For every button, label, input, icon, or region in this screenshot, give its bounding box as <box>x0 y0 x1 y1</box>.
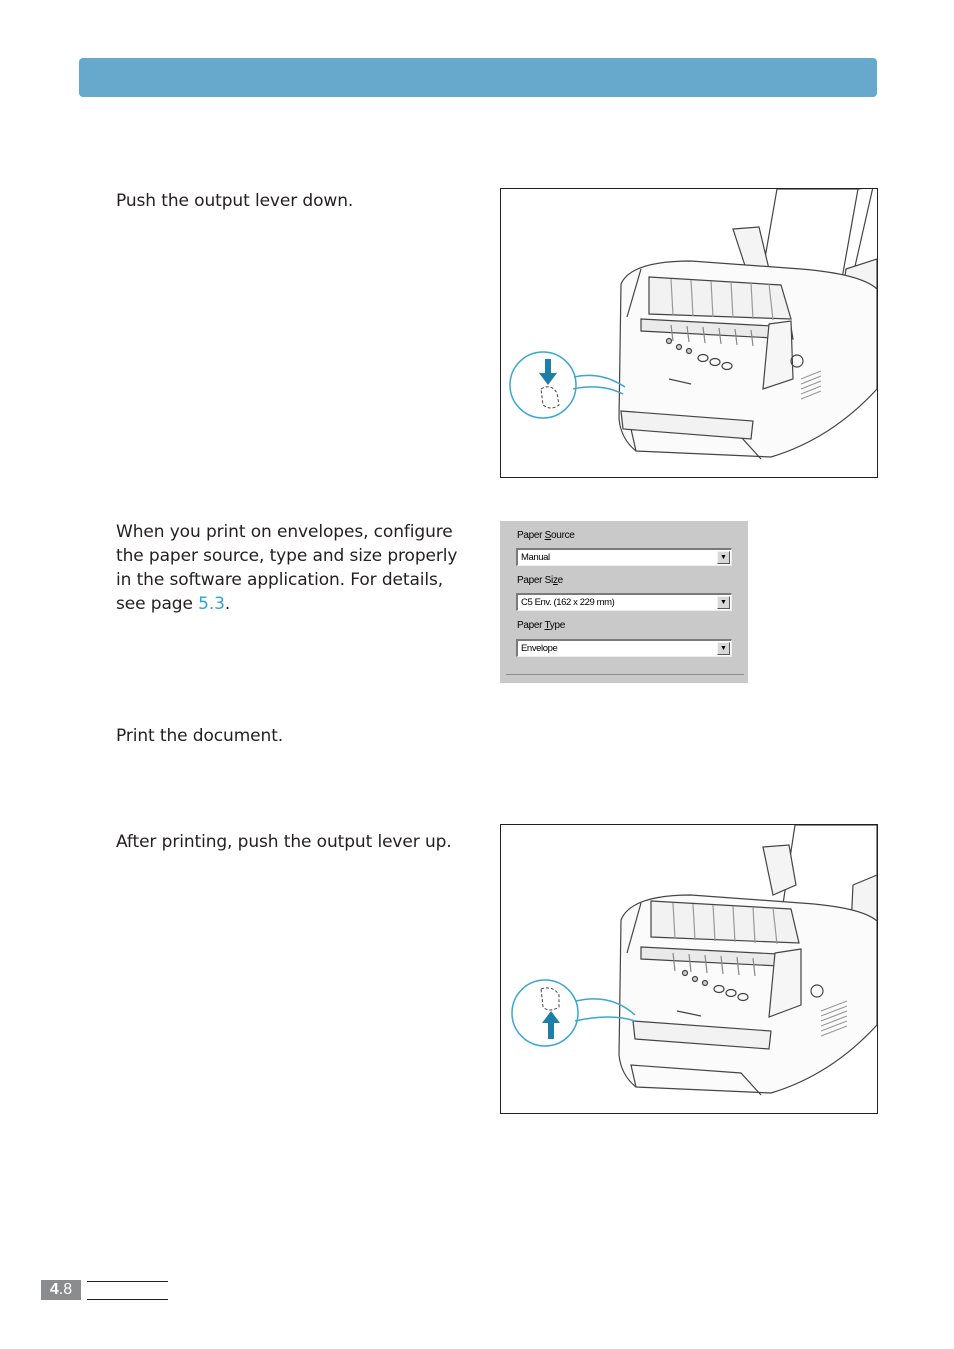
paper-source-select[interactable] <box>516 548 732 566</box>
footer-rule-bottom <box>87 1299 168 1300</box>
step-push-lever-up: After printing, push the output lever up. <box>116 832 452 852</box>
dialog-divider <box>506 674 744 675</box>
paper-settings-dialog <box>500 521 748 683</box>
step-push-lever-down: Push the output lever down. <box>116 191 354 211</box>
paper-size-select[interactable] <box>516 593 732 611</box>
paper-size-value: C5 Env. (162 x 229 mm) <box>521 597 615 608</box>
paper-source-label: Paper Source <box>517 530 575 541</box>
paper-type-select[interactable] <box>516 639 732 657</box>
chevron-down-icon[interactable]: ▼ <box>717 551 730 564</box>
step-configure-text: When you print on envelopes, configure the paper source, type and size properly in the software application. For details, see page <box>116 522 458 614</box>
step-configure-end: . <box>224 594 231 614</box>
paper-source-value: Manual <box>521 552 550 563</box>
paper-size-label: Paper Size <box>517 575 563 586</box>
printer-lever-up-illustration <box>500 824 878 1114</box>
chevron-down-icon[interactable]: ▼ <box>717 596 730 609</box>
page-link[interactable]: 5.3 <box>198 594 225 614</box>
header-bar <box>79 58 877 97</box>
page-number: 4.8 <box>41 1280 81 1300</box>
step-print-document: Print the document. <box>116 726 284 746</box>
paper-type-value: Envelope <box>521 643 558 654</box>
step-configure-envelope <box>116 520 461 616</box>
chapter-number: 4 <box>49 1281 59 1298</box>
printer-lever-down-illustration <box>500 188 878 478</box>
paper-type-label: Paper Type <box>517 620 565 631</box>
page-number-value: 8 <box>63 1281 73 1298</box>
footer-rule-top <box>87 1281 168 1282</box>
chevron-down-icon[interactable]: ▼ <box>717 642 730 655</box>
